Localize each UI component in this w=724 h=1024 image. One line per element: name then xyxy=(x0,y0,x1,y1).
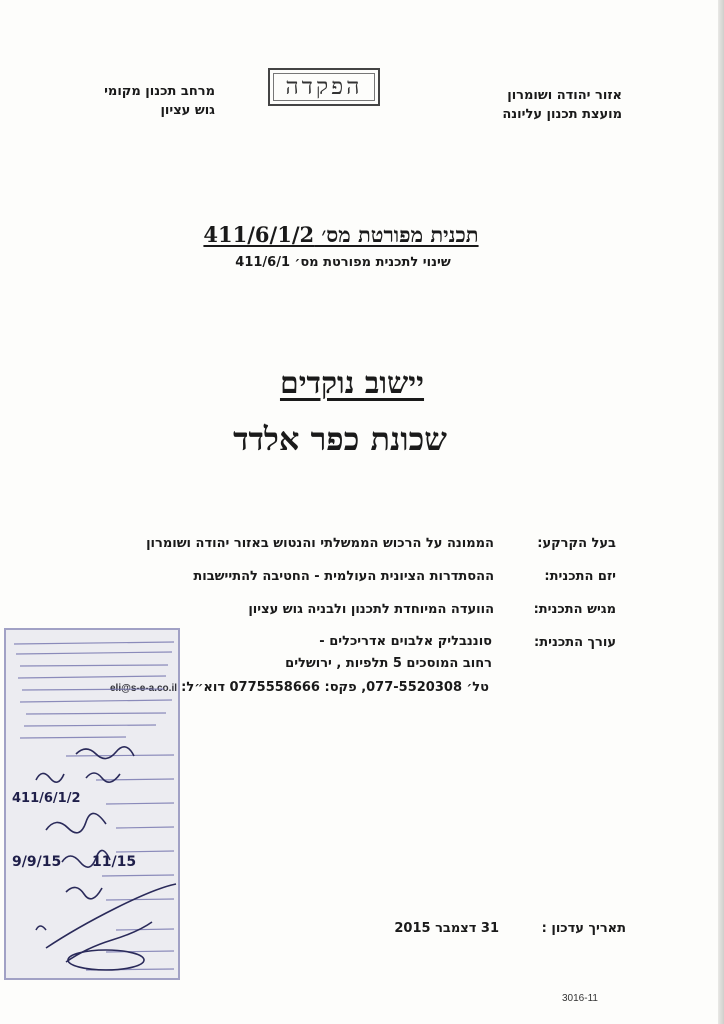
editor-line2: רחוב המוסכים 5 תלפיות , ירושלים xyxy=(285,656,492,671)
editor-label: עורך התכנית: xyxy=(534,635,616,650)
editor-email: eli@s-e-a.co.il xyxy=(110,683,177,694)
deposit-stamp: הפקדה xyxy=(268,68,380,106)
plan-title: תכנית מפורטת מס׳ 411/6/1/2 xyxy=(203,222,479,247)
header-planning-area xyxy=(85,82,215,120)
neighborhood-title: שכונת כפר אלדד xyxy=(233,420,447,458)
update-label: תאריך עדכון : xyxy=(541,921,626,936)
header-authority-line1: אזור יהודה ושומרון xyxy=(507,88,622,103)
handwritten-date-1: 9/9/15 xyxy=(12,854,62,870)
plan-subtitle: שינוי לתכנית מפורטת מס׳ 411/6/1 xyxy=(235,255,451,270)
header-planning-line2: גוש עציון xyxy=(160,103,215,118)
initiator-value: ההסתדרות הציונית העולמית - החטיבה להתיישבות xyxy=(193,569,494,584)
document-number: 3016-11 xyxy=(562,993,598,1004)
handwritten-date-2: 11/15 xyxy=(92,854,137,870)
approval-stamp xyxy=(4,628,180,980)
settlement-title: יישוב נוקדים xyxy=(279,366,425,401)
submitter-label: מגיש התכנית: xyxy=(533,602,616,617)
initiator-label: יזם התכנית: xyxy=(544,569,616,584)
header-authority-line2: מועצת תכנון עליונה xyxy=(502,107,622,122)
editor-line3: טל׳ 077-5520308, פקס: 0775558666 דוא״ל: xyxy=(181,680,489,695)
owner-value: הממונה על הרכוש הממשלתי והנטוש באזור יהודה ושומרון xyxy=(146,536,494,551)
approval-stamp-graphic xyxy=(6,630,180,980)
header-authority xyxy=(502,86,622,124)
handwritten-plan-number: 411/6/1/2 xyxy=(12,791,81,806)
scan-edge xyxy=(718,0,724,1024)
update-date: 31 דצמבר 2015 xyxy=(394,921,499,936)
header-planning-line1: מרחב תכנון מקומי xyxy=(104,84,215,99)
owner-label: בעל הקרקע: xyxy=(537,536,616,551)
submitter-value: הוועדה המיוחדת לתכנון ולבניה גוש עציון xyxy=(248,602,494,617)
editor-line1: סוננבליק אלבוים אדריכלים - xyxy=(319,634,492,649)
